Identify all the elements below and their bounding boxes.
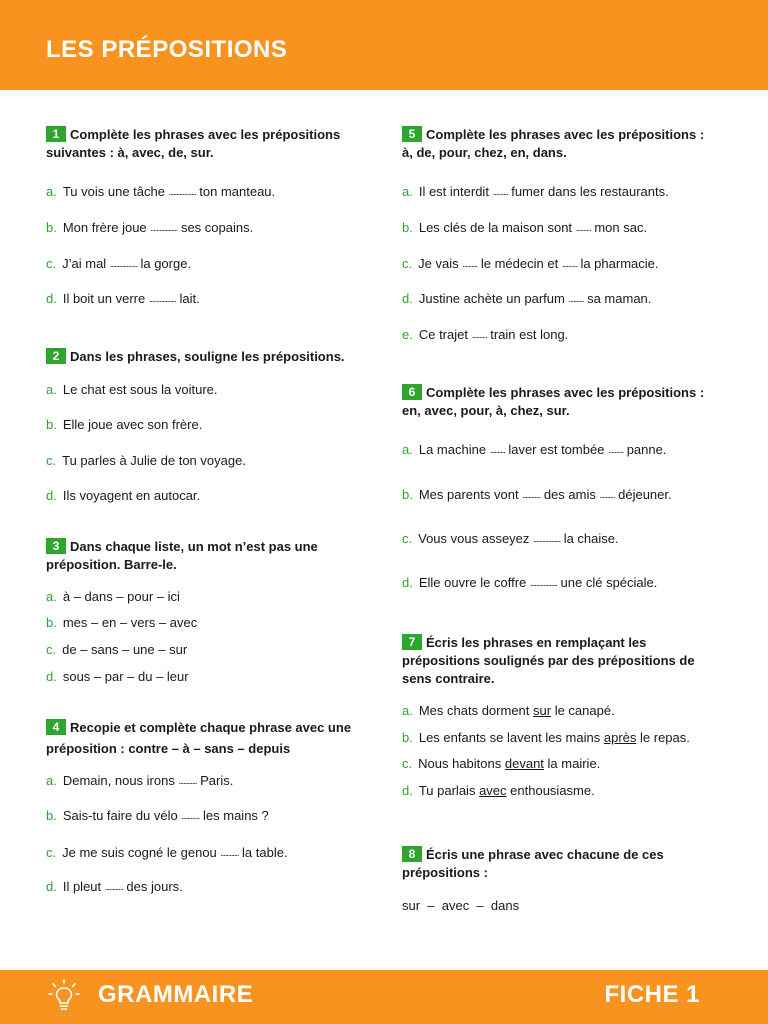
blank-line: ............ — [220, 848, 239, 858]
blank-line: ............ — [522, 490, 541, 500]
exercise-7 — [402, 634, 732, 688]
underlined-preposition: avec — [479, 783, 507, 798]
page-header — [0, 0, 768, 90]
exercise-5-item-a: a. Il est interdit .......... fumer dans les restaurants. — [402, 184, 669, 199]
blank-line: .......... — [568, 294, 584, 304]
blank-line: .................. — [150, 223, 178, 233]
exercise-4 — [46, 717, 376, 759]
exercise-number-badge: 2 — [46, 348, 66, 364]
exercise-4-item-d: d. Il pleut ............ des jours. — [46, 879, 183, 894]
exercise-5 — [402, 126, 732, 162]
exercise-2 — [46, 348, 376, 366]
exercise-3-instruction: 3 Dans chaque liste, un mot n’est pas une préposition. Barre-le. — [46, 539, 318, 572]
exercise-6-instruction: 6 Complète les phrases avec les prépositions : en, avec, pour, à, chez, sur. — [402, 385, 705, 418]
underlined-preposition: après — [603, 730, 637, 745]
exercise-6-item-d: d. Elle ouvre le coffre .................. une clé spéciale. — [402, 575, 658, 590]
exercise-2-item-d: d. Ils voyagent en autocar. — [46, 488, 201, 503]
exercise-1 — [46, 126, 366, 162]
exercise-1-item-b: b. Mon frère joue .................. ses copains. — [46, 220, 254, 235]
page-title: LES PRÉPOSITIONS — [46, 36, 288, 63]
exercise-7-instruction: 7 Écris les phrases en remplaçant les prépositions soulignés par des prépositions de sens contraire. — [402, 635, 695, 686]
exercise-5-item-e: e. Ce trajet .......... train est long. — [402, 327, 569, 342]
blank-line: .......... — [599, 490, 615, 500]
exercise-number-badge: 4 — [46, 719, 66, 735]
exercise-1-item-d: d. Il boit un verre .................. lait. — [46, 291, 200, 306]
blank-line: .......... — [608, 445, 624, 455]
exercise-number-badge: 1 — [46, 126, 66, 142]
exercise-4-item-a: a. Demain, nous irons ............ Paris. — [46, 773, 234, 788]
exercise-4-instruction: 4 Recopie et complète chaque phrase avec une préposition : contre – à – sans – depuis — [46, 720, 352, 756]
page-footer — [0, 970, 768, 1024]
exercise-7-item-a: a. Mes chats dorment sur le canapé. — [402, 703, 615, 718]
exercise-6-item-a: a. La machine .......... laver est tombée .......... panne. — [402, 442, 667, 457]
exercise-7-item-c: c. Nous habitons devant la mairie. — [402, 756, 601, 771]
underlined-preposition: devant — [504, 756, 544, 771]
lightbulb-icon — [48, 979, 80, 1013]
exercise-2-item-c: c. Tu parles à Julie de ton voyage. — [46, 453, 246, 468]
blank-line: .................. — [168, 187, 196, 197]
exercise-7-item-d: d. Tu parlais avec enthousiasme. — [402, 783, 595, 798]
blank-line: .......... — [489, 445, 505, 455]
exercise-1-instruction: 1 Complète les phrases avec les prépositions suivantes : à, avec, de, sur. — [46, 127, 341, 160]
exercise-2-item-a: a. Le chat est sous la voiture. — [46, 382, 218, 397]
exercise-number-badge: 3 — [46, 538, 66, 554]
exercise-1-item-a: a. Tu vois une tâche .................. ton manteau. — [46, 184, 276, 199]
exercise-7-item-b: b. Les enfants se lavent les mains après le repas. — [402, 730, 690, 745]
exercise-6-item-c: c. Vous vous asseyez .................. la chaise. — [402, 531, 619, 546]
exercise-5-instruction: 5 Complète les phrases avec les prépositions : à, de, pour, chez, en, dans. — [402, 127, 705, 160]
exercise-5-item-d: d. Justine achète un parfum .......... sa maman. — [402, 291, 652, 306]
subject-label: GRAMMAIRE — [98, 981, 254, 1008]
exercise-5-item-b: b. Les clés de la maison sont .......... mon sac. — [402, 220, 648, 235]
exercise-8-word-list: sur – avec – dans — [402, 898, 520, 913]
exercise-number-badge: 6 — [402, 384, 422, 400]
blank-line: .................. — [109, 259, 137, 269]
blank-line: ............ — [178, 776, 197, 786]
blank-line: ............ — [181, 811, 200, 821]
exercise-3-item-a: a. à – dans – pour – ici — [46, 589, 180, 604]
exercise-2-instruction: 2 Dans les phrases, souligne les prépositions. — [46, 348, 376, 366]
blank-line: .......... — [492, 187, 508, 197]
blank-line: .................. — [529, 578, 557, 588]
exercise-8 — [402, 846, 732, 882]
blank-line: .......... — [462, 259, 478, 269]
exercise-3 — [46, 538, 366, 574]
blank-line: .......... — [575, 223, 591, 233]
sheet-number: FICHE 1 — [604, 981, 700, 1008]
blank-line: .......... — [561, 259, 577, 269]
blank-line: .......... — [471, 330, 487, 340]
exercise-4-item-b: b. Sais-tu faire du vélo ............ les mains ? — [46, 808, 269, 823]
exercise-3-item-c: c. de – sans – une – sur — [46, 642, 188, 657]
exercise-3-item-b: b. mes – en – vers – avec — [46, 615, 198, 630]
exercise-number-badge: 7 — [402, 634, 422, 650]
exercise-6-item-b: b. Mes parents vont ............ des amis .......... déjeuner. — [402, 487, 672, 502]
underlined-preposition: sur — [533, 703, 552, 718]
exercise-8-instruction: 8 Écris une phrase avec chacune de ces prépositions : — [402, 847, 664, 880]
blank-line: .................. — [533, 534, 561, 544]
exercise-2-item-b: b. Elle joue avec son frère. — [46, 417, 203, 432]
blank-line: .................. — [148, 294, 176, 304]
exercise-4-item-c: c. Je me suis cogné le genou ............ la table. — [46, 845, 288, 860]
exercise-number-badge: 8 — [402, 846, 422, 862]
exercise-5-item-c: c. Je vais .......... le médecin et .......... la pharmacie. — [402, 256, 659, 271]
exercise-number-badge: 5 — [402, 126, 422, 142]
blank-line: ............ — [104, 882, 123, 892]
exercise-6 — [402, 384, 732, 420]
exercise-3-item-d: d. sous – par – du – leur — [46, 669, 189, 684]
exercise-1-item-c: c. J’ai mal .................. la gorge. — [46, 256, 192, 271]
